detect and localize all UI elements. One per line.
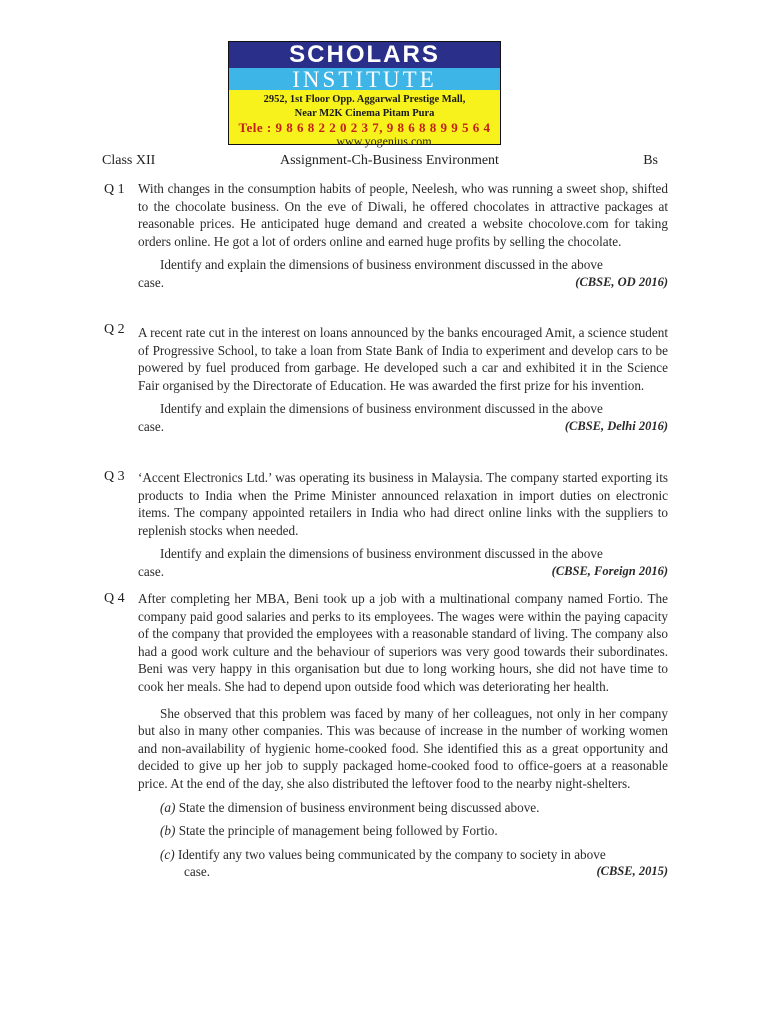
- question-4-part-c: [138, 846, 668, 864]
- question-2-number: Q 2: [104, 322, 125, 337]
- question-1: [138, 180, 668, 292]
- question-4-part-b: [138, 822, 668, 840]
- class-label: Class XII: [102, 153, 156, 168]
- question-3-source: (CBSE, Foreign 2016): [551, 563, 668, 578]
- question-4-body: After completing her MBA, Beni took up a job with a multinational company named Fortio. The company paid good salaries and perks to its employees. The wages were within the paying capacity of the company that provided the employees with a reasonable standard of living. The company also had a good work culture and the behaviour of superiors was very good towards their subordinates. Beni was very happy in this organisation but due to long working hours, she did not have time to cook her meals. She had to depend upon outside food which was deteriorating her health.: [138, 591, 668, 694]
- question-2-source: (CBSE, Delhi 2016): [564, 418, 668, 433]
- subject-code: Bs: [643, 153, 658, 168]
- question-1-number: Q 1: [104, 182, 125, 197]
- question-3-number: Q 3: [104, 469, 125, 484]
- assignment-header: [102, 153, 658, 171]
- question-1-case: case.: [138, 274, 164, 290]
- part-c-text: Identify any two values being communicated by the company to society in above: [177, 846, 606, 862]
- institute-logo: [228, 41, 501, 145]
- part-b-text: State the principle of management being followed by Fortio.: [178, 823, 498, 839]
- question-2-task: Identify and explain the dimensions of business environment discussed in the above: [160, 401, 603, 417]
- logo-address-2: Near M2K Cinema Pitam Pura: [294, 108, 435, 119]
- question-4: [138, 590, 668, 881]
- question-4-case: case.: [184, 864, 210, 880]
- question-4-number: Q 4: [104, 591, 125, 606]
- question-2-case: case.: [138, 418, 164, 434]
- question-3-task: Identify and explain the dimensions of business environment discussed in the above: [160, 546, 603, 562]
- question-3-body: ‘Accent Electronics Ltd.’ was operating its business in Malaysia. The company started exporting its products to India when the Prime Minister announced relaxation in import duties on electronic items. The company appointed retailers in India who had direct online links with the suppliers to replenish stocks when needed.: [138, 470, 668, 538]
- question-2: [138, 324, 668, 436]
- part-a-label: (a): [160, 799, 176, 815]
- part-a-text: State the dimension of business environment being discussed above.: [178, 799, 540, 815]
- question-4-source: (CBSE, 2015): [596, 864, 668, 879]
- question-4-body-2: She observed that this problem was faced by many of her colleagues, not only in her company but also in many other companies. This was because of increase in the number of working women and non-availability of hygienic home-cooked food. She identified this as a great opportunity and decided to give up her job to supply packaged home-cooked food to office-goers at a reasonable price. At the end of the day, she also distributed the leftover food to the nearby night-shelters.: [138, 705, 668, 791]
- question-1-source: (CBSE, OD 2016): [575, 274, 668, 289]
- question-2-body: A recent rate cut in the interest on loans announced by the banks encouraged Amit, a science student of Progressive School, to take a loan from State Bank of India to experiment and develop cars to be powered by fuel produced from garbage. He developed such a car and exhibited it in the Science Fair organised by the Directorate of Education. He was awarded the first prize for his invention.: [138, 325, 668, 393]
- question-1-body: With changes in the consumption habits of people, Neelesh, who was running a sweet shop, shifted to the chocolate business. On the eve of Diwali, he offered chocolates in attractive packages at reasonable prices. He anticipated huge demand and created a website chocolove.com for taking orders online. He got a lot of orders online and earned huge profits by selling the chocolate.: [138, 181, 668, 249]
- question-1-task: Identify and explain the dimensions of business environment discussed in the above: [160, 257, 603, 273]
- logo-subtitle: INSTITUTE: [229, 68, 500, 90]
- question-4-part-a: [138, 799, 668, 817]
- logo-title: SCHOLARS: [229, 42, 500, 68]
- question-3: [138, 469, 668, 581]
- logo-telephone: Tele : 9 8 6 8 2 2 0 2 3 7, 9 8 6 8 8 9 9 5 6 4: [238, 120, 491, 135]
- logo-website: www.yogenius.com: [336, 134, 432, 148]
- assignment-title: Assignment-Ch-Business Environment: [280, 153, 499, 168]
- question-3-case: case.: [138, 563, 164, 579]
- part-c-label: (c): [160, 846, 175, 862]
- part-b-label: (b): [160, 823, 176, 839]
- logo-address-1: 2952, 1st Floor Opp. Aggarwal Prestige Mall,: [263, 94, 466, 105]
